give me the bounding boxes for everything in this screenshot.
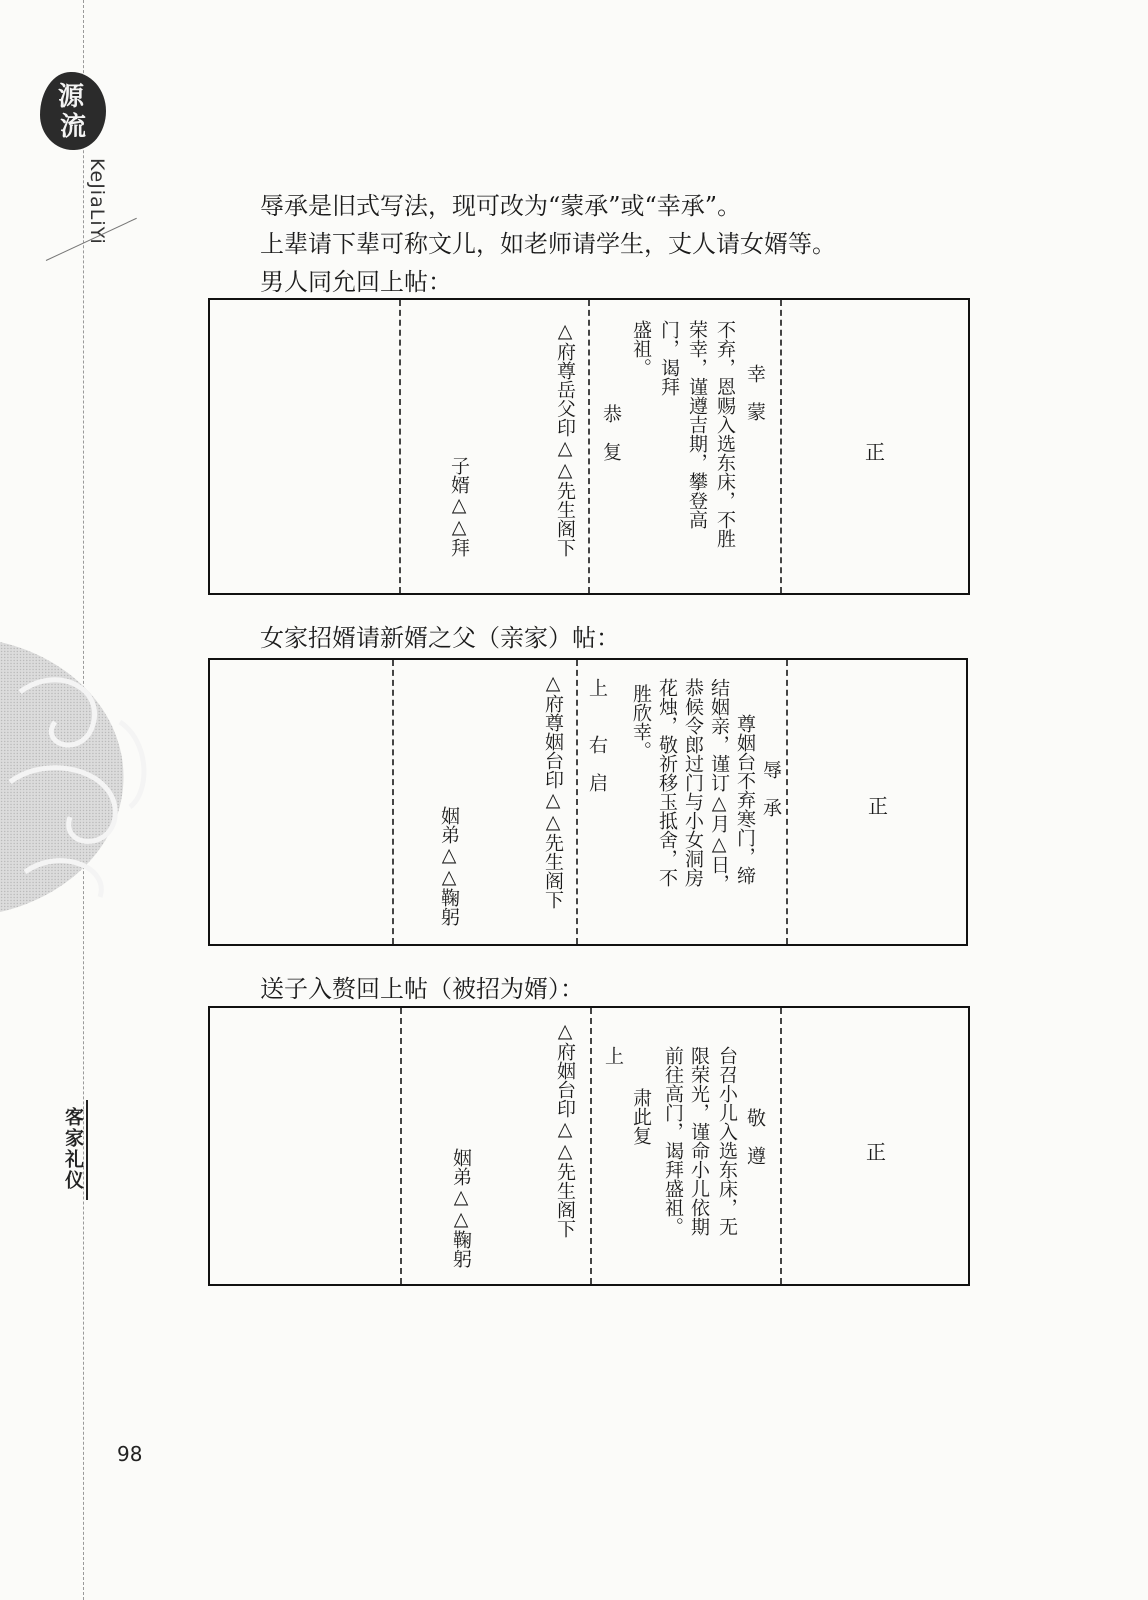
card2-body-col: 恭候令郎过门与小女洞房	[682, 678, 704, 887]
cloud-ornament	[0, 632, 175, 922]
card1-heading: 男人同允回上帖：	[260, 268, 452, 296]
card1-body-col: 盛祖。	[630, 320, 652, 377]
card2-sender: 姻弟△△鞠躬	[438, 806, 460, 926]
card3-body-col: 台召小儿入选东床，无	[716, 1046, 738, 1236]
card2-heading: 女家招婿请新婿之父（亲家）帖：	[260, 624, 620, 652]
card-divider	[780, 1008, 782, 1284]
card3-body-col: 前往高门，谒拜盛祖。	[662, 1046, 684, 1236]
seal-char-1: 源	[58, 82, 85, 112]
card2-recipient: △府尊姻台印△△先生阁下	[542, 672, 564, 909]
card2-body-col: 胜欣幸。	[630, 684, 652, 760]
card1-body-col: 不弃，恩赐入选东床，不胜	[714, 320, 736, 548]
invitation-card-3	[208, 1006, 970, 1286]
card3-closing: 肃此复	[630, 1088, 652, 1145]
card3-body-col: 敬 遵	[744, 1108, 766, 1165]
card3-closing-top: 上	[602, 1046, 624, 1065]
card1-closing: 恭 复	[600, 404, 622, 461]
card1-sender: 子婿△△拜	[448, 456, 470, 557]
card1-body-col: 幸 蒙	[744, 364, 766, 421]
card-divider	[780, 300, 782, 593]
card3-sender: 姻弟△△鞠躬	[450, 1148, 472, 1268]
card-divider	[392, 660, 394, 944]
card1-mark: 正	[865, 440, 885, 464]
card3-heading: 送子入赘回上帖（被招为婿）：	[260, 975, 584, 1003]
card-divider	[786, 660, 788, 944]
invitation-card-2	[208, 658, 968, 946]
card-divider	[400, 1008, 402, 1284]
card2-body-col: 花烛，敬祈移玉抵舍，不	[656, 678, 678, 887]
card3-body-col: 限荣光，谨命小儿依期	[688, 1046, 710, 1236]
card-divider	[399, 300, 401, 593]
page-number: 98	[117, 1442, 143, 1466]
card2-body-col: 结姻亲，谨订△月△日，	[708, 678, 730, 893]
card2-mark: 正	[868, 794, 888, 818]
intro-line-2: 上辈请下辈可称文儿，如老师请学生，丈人请女婿等。	[260, 230, 836, 258]
card3-mark: 正	[866, 1140, 886, 1164]
seal-char-2: 流	[60, 112, 87, 142]
card2-body-col: 尊姻台不弃寒门，缔	[734, 714, 756, 885]
card1-body-col: 门，谒拜	[658, 320, 680, 396]
sidebar-latin-title: KeJiaLiYi	[86, 158, 108, 245]
card1-recipient: △府尊岳父印△△先生阁下	[554, 320, 576, 557]
card-divider	[576, 660, 578, 944]
card-divider	[590, 1008, 592, 1284]
invitation-card-1	[208, 298, 970, 595]
intro-line-1: 辱承是旧式写法，现可改为“蒙承”或“幸承”。	[260, 192, 742, 220]
sidebar-section-title: 客家礼仪	[62, 1107, 84, 1191]
card2-closing: 上 右 启	[586, 678, 608, 792]
card-divider	[588, 300, 590, 593]
card1-body-col: 荣幸，谨遵吉期，攀登高	[686, 320, 708, 529]
card2-body-col: 辱 承	[760, 760, 782, 817]
card3-recipient: △府姻台印△△先生阁下	[554, 1020, 576, 1238]
